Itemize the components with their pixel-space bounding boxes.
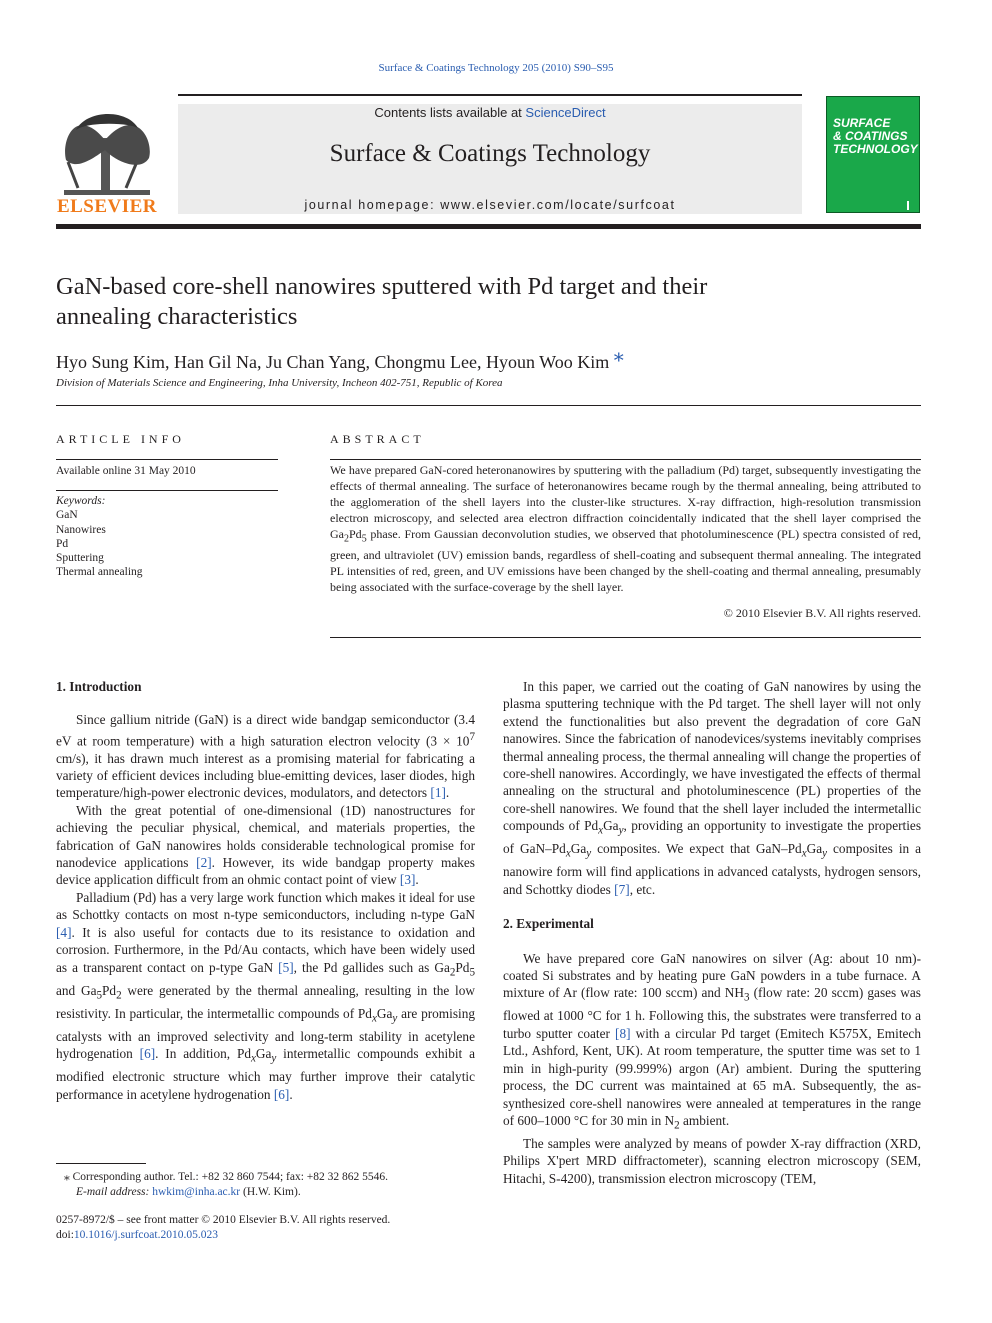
text: . However, its wide bandgap property makes device application difficult from an ohmic contact point of view [56, 855, 475, 888]
text: cm/s), it has drawn much interest as a promising material for fabricating a variety of efficient devices including blue-emitting devices, laser diodes, high temperature/high-power electronic devices, modulators, and detectors [56, 750, 475, 801]
reference-link[interactable]: [8] [615, 1025, 631, 1041]
text: ambient. [679, 1112, 730, 1128]
text: Ga [806, 841, 823, 857]
article-title-line: annealing characteristics [56, 303, 298, 330]
reference-link[interactable]: [1] [430, 785, 446, 801]
abstract-part: Pd [349, 527, 362, 541]
email-link[interactable]: hwkim@inha.ac.kr [152, 1186, 241, 1198]
footnote [56, 1170, 475, 1243]
divider [330, 637, 921, 638]
subscript: 2 [674, 1119, 680, 1132]
abstract-part: phase. From Gaussian deconvolution studies, we observed that photoluminescence (PL) spectra consisted of red, green, and ultraviolet (UV) emission bands, regardless of shell-coating and subsequent thermal annealing. The integrated PL intensities of red, green, and UV emissions have been changed by the shell-coating and thermal annealing, presumably being associated with the surface-coverage by the shell layer. [330, 527, 921, 595]
divider [56, 490, 278, 491]
paragraph [56, 802, 475, 889]
divider [56, 459, 278, 460]
doi-label: doi: [56, 1229, 74, 1241]
subscript: y [586, 847, 592, 860]
subscript: 3 [743, 992, 750, 1005]
abstract-text [330, 462, 921, 595]
paragraph [503, 950, 921, 1135]
text: . It is also useful for contacts due to its resistance to oxidation and corrosion. Furthermore, in the Pd/Au contacts, which have been widely used as a transparent contact on p-type GaN [56, 924, 475, 975]
text: , the Pd gallides such as Ga [293, 959, 450, 975]
subscript: 5 [96, 989, 103, 1002]
abstract-part: We have prepared GaN-cored heteronanowires by sputtering with the palladium (Pd) target, subsequently investigating the effects of thermal annealing. The surface of heteronanowires became rough by the thermal annealing, being attributed to the agglomeration of the shell layers into the cluster-like structures. X-ray diffraction, high-resolution transmission electron microscopy, and selected area electron diffraction coincidentally indicated that the shell layer comprised the Ga [330, 463, 921, 541]
keyword: Sputtering [56, 552, 104, 565]
cover-title-line: TECHNOLOGY [833, 142, 918, 156]
doi-link[interactable]: 10.1016/j.surfcoat.2010.05.023 [73, 1229, 218, 1241]
text: . [415, 872, 419, 888]
email-label: E-mail address: [76, 1186, 153, 1198]
journal-cover-thumbnail [826, 96, 920, 213]
paragraph [56, 711, 475, 801]
subscript: y [392, 1012, 398, 1025]
reference-link[interactable]: [4] [56, 924, 72, 940]
corresponding-author-note: Corresponding author. Tel.: +82 32 860 7544; fax: +82 32 862 5546. [69, 1171, 389, 1183]
sciencedirect-link[interactable]: ScienceDirect [525, 105, 606, 120]
subscript: 2 [344, 533, 349, 545]
keywords-block [56, 494, 278, 580]
reference-link[interactable]: [2] [196, 855, 212, 871]
subscript: y [822, 847, 828, 860]
left-column [56, 678, 475, 1103]
journal-homepage[interactable]: journal homepage: www.elsevier.com/locate/surfcoat [304, 198, 676, 212]
subscript: 5 [469, 966, 475, 979]
header-top-rule [178, 94, 802, 96]
section-heading-introduction: 1. Introduction [56, 679, 142, 694]
article-title [56, 272, 916, 332]
keyword: GaN [56, 509, 78, 522]
text: intermetallic compounds exhibit a modified electronic structure which may further improve their catalytic performance in acetylene hydrogenation [56, 1046, 475, 1102]
text: composites. We expect that GaN–Pd [591, 841, 802, 857]
divider [56, 405, 921, 406]
elsevier-wordmark: ELSEVIER [56, 196, 158, 217]
subscript: x [598, 824, 604, 837]
contents-line [178, 105, 802, 120]
corresponding-author-mark[interactable]: ⁎ [613, 344, 624, 366]
authors: Hyo Sung Kim, Han Gil Na, Ju Chan Yang, Chongmu Lee, Hyoun Woo Kim [56, 352, 610, 372]
footnote-mark: ⁎ [64, 1171, 70, 1183]
text: We have prepared core GaN nanowires on silver (Ag: about 10 nm)-coated Si substrates and by heating pure GaN powders in a tube furnace. A mixture of Ar (flow rate: 100 sccm) and NH [503, 950, 921, 1001]
text: , etc. [629, 881, 656, 897]
issn-line: 0257-8972/$ – see front matter © 2010 Elsevier B.V. All rights reserved. [56, 1214, 391, 1226]
article-title-line: GaN-based core-shell nanowires sputtered with Pd target and their [56, 273, 708, 300]
subscript: 2 [116, 989, 122, 1002]
text: Pd [455, 959, 470, 975]
subscript: x [371, 1012, 377, 1025]
subscript: x [565, 847, 571, 860]
text: In this paper, we carried out the coating of GaN nanowires by using the plasma sputtering technique with the Pd target. The shell layer will not only extend the functionalities but also prevent the degradation of core GaN nanowires. Since the fabrication of nanodevices/systems inevitably comprises thermal annealing process, the thermal annealing will change the properties of core-shell nanowires. Accordingly, we have investigated the effects of thermal annealing on the structural and photoluminescence (PL) properties of the core-shell nanowires. We found that the shell layer included the intermetallic compounds of Pd [503, 679, 921, 834]
cover-mark [907, 201, 909, 210]
subscript: x [250, 1052, 256, 1065]
text: , providing an opportunity to investigate the properties of GaN–Pd [503, 818, 921, 857]
subscript: 2 [449, 966, 456, 979]
text: composites in a nanowire form will find applications in advanced catalysts, hydrogen sensors, and Schottky diodes [503, 841, 922, 897]
text: The samples were analyzed by means of powder X-ray diffraction (XRD, Philips X'pert MRD diffractometer), scanning electron microscopy (SEM, Hitachi, S-4200), transmission electron microscopy (TEM, [503, 1135, 921, 1186]
cover-title-line: SURFACE [833, 116, 891, 130]
keyword: Thermal annealing [56, 566, 143, 579]
footnote-rule [56, 1163, 146, 1164]
abstract-heading: ABSTRACT [330, 432, 425, 446]
email-tail: (H.W. Kim). [240, 1186, 301, 1198]
contents-prefix: Contents lists available at [374, 105, 526, 120]
elsevier-logo [56, 100, 158, 218]
text: . [445, 785, 450, 801]
text: Ga [376, 1005, 393, 1021]
keyword: Nanowires [56, 523, 106, 536]
copyright-notice: © 2010 Elsevier B.V. All rights reserved. [723, 606, 921, 620]
text: Since gallium nitride (GaN) is a direct wide bandgap semiconductor (3.4 eV at room temperature) with a high saturation electron velocity (3 × 10 [56, 712, 475, 749]
journal-citation[interactable]: Surface & Coatings Technology 205 (2010) S90–S95 [378, 62, 614, 74]
author-list [56, 342, 916, 373]
text: . [289, 1086, 293, 1102]
journal-title: Surface & Coatings Technology [329, 140, 651, 167]
superscript: 7 [469, 730, 475, 743]
text: were generated by the thermal annealing, resulting in the low resistivity. In particular, the intermetallic compounds of Pd [56, 982, 475, 1021]
subscript: y [271, 1052, 277, 1065]
subscript: 5 [361, 533, 367, 545]
paragraph [503, 678, 921, 898]
text: are promising catalysts with an improved selectivity and long-term stability in acetylene hydrogenation [56, 1005, 476, 1062]
affiliation: Division of Materials Science and Engineering, Inha University, Incheon 402-751, Republic of Korea [56, 377, 503, 389]
keywords-label: Keywords: [56, 495, 106, 507]
text: . In addition, Pd [155, 1046, 251, 1062]
subscript: y [618, 824, 624, 837]
reference-link[interactable]: [6] [273, 1086, 290, 1102]
text: Palladium (Pd) has a very large work function which makes it ideal for use as Schottky contacts on most n-type semiconductors, including n-type GaN [56, 889, 475, 923]
reference-link[interactable]: [3] [399, 872, 416, 888]
paragraph [503, 1135, 921, 1187]
text: Pd [102, 982, 117, 998]
text: Ga [570, 841, 587, 857]
keyword: Pd [56, 537, 69, 550]
text: With the great potential of one-dimensional (1D) nanostructures for achieving the peculiar physical, chemical, and materials properties, the fabrication of GaN nanowires holds considerable technological promise for nanodevice applications [56, 802, 475, 871]
reference-link[interactable]: [6] [139, 1046, 156, 1062]
divider [330, 459, 921, 460]
text: Ga [603, 818, 619, 834]
cover-title-line: & COATINGS [833, 129, 908, 143]
right-column [503, 678, 921, 1187]
text: (flow rate: 20 sccm) gases was flowed at 1000 °C for 1 h. Following this, the substrates were transferred to a turbo sputter coater [503, 985, 921, 1041]
article-info-heading: ARTICLE INFO [56, 432, 185, 446]
text: Ga [255, 1046, 272, 1062]
reference-link[interactable]: [7] [614, 881, 630, 897]
paragraph [56, 889, 475, 1103]
text: and Ga [56, 982, 97, 998]
available-online: Available online 31 May 2010 [56, 465, 196, 477]
reference-link[interactable]: [5] [278, 959, 294, 975]
section-heading-experimental: 2. Experimental [503, 916, 594, 932]
header-bottom-rule [56, 224, 921, 229]
text: with a circular Pd target (Emitech K575X, Emitech Ltd., Ashford, Kent, UK). At room temperature, the sputter time was set to 1 min in high-purity (99.999%) argon (Ar) ambient. During the sputtering process, the DC current was maintained at 65 mA. Subsequently, the as-synthesized core-shell nanowires were annealed at temperatures in the range of 600–1000 °C for 30 min in N [503, 1025, 921, 1128]
subscript: x [801, 847, 807, 860]
